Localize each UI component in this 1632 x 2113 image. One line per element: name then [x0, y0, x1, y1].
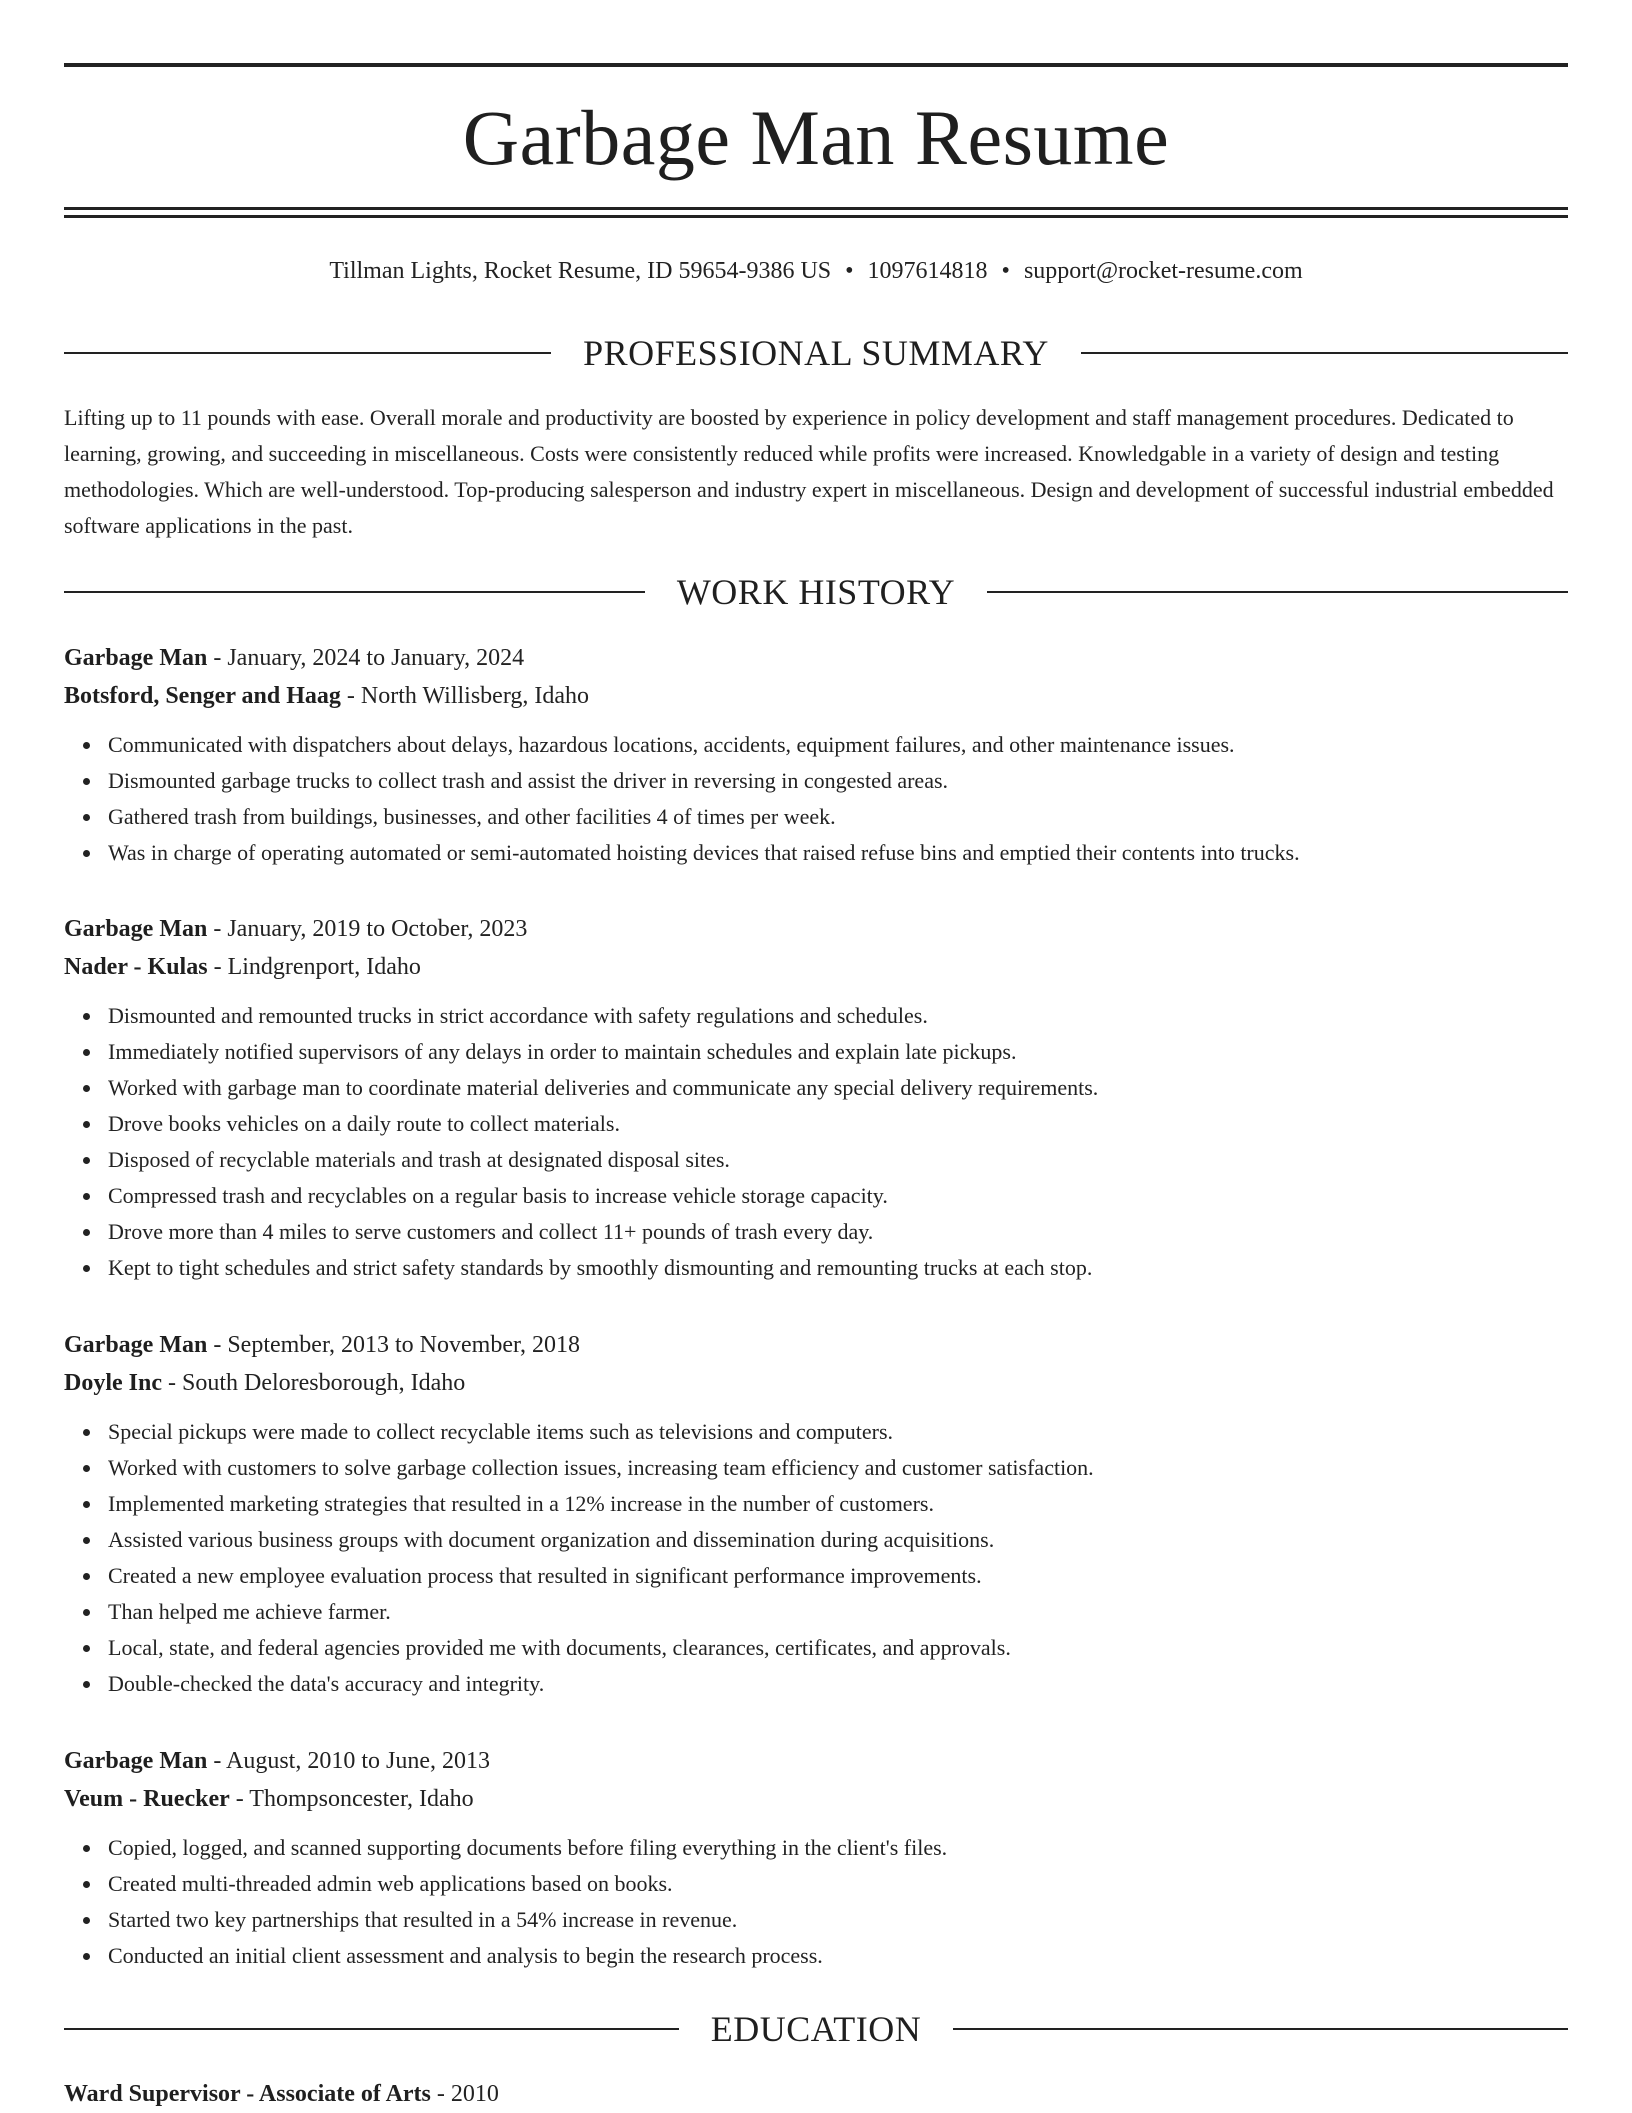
- job-title: Garbage Man: [64, 1748, 208, 1774]
- heading-rule: [64, 591, 645, 593]
- job-title: Garbage Man: [64, 916, 208, 942]
- bullet-item: Implemented marketing strategies that resulted in a 12% increase in the number of customers.: [108, 1486, 1568, 1522]
- top-rule: [64, 63, 1568, 67]
- job-dates: - January, 2019 to October, 2023: [207, 916, 528, 942]
- job-company: Veum - Ruecker: [64, 1786, 230, 1812]
- bullet-item: Copied, logged, and scanned supporting documents before filing everything in the client's files.: [108, 1830, 1568, 1866]
- bullet-item: Created multi-threaded admin web applications based on books.: [108, 1866, 1568, 1902]
- job-entry: [64, 1326, 1568, 1702]
- bullet-item: Special pickups were made to collect recyclable items such as televisions and computers.: [108, 1414, 1568, 1450]
- heading-rule: [1081, 352, 1568, 354]
- section-heading-education: [64, 2007, 1568, 2051]
- section-title: WORK HISTORY: [676, 572, 956, 612]
- job-company: Doyle Inc: [64, 1370, 162, 1396]
- job-bullets: [64, 1414, 1568, 1702]
- contact-separator: •: [1001, 258, 1010, 284]
- job-title-line: [64, 1742, 1568, 1780]
- contact-address: Tillman Lights, Rocket Resume, ID 59654-9386 US: [329, 258, 832, 284]
- job-bullets: [64, 998, 1568, 1286]
- job-company-line: [64, 677, 1568, 715]
- bullet-item: Local, state, and federal agencies provided me with documents, clearances, certificates, and approvals.: [108, 1630, 1568, 1666]
- job-company-line: [64, 1780, 1568, 1818]
- job-location: - Thompsoncester, Idaho: [229, 1786, 474, 1812]
- bullet-item: Compressed trash and recyclables on a regular basis to increase vehicle storage capacity.: [108, 1178, 1568, 1214]
- job-company: Nader - Kulas: [64, 954, 208, 980]
- title-rule-upper: [64, 207, 1568, 210]
- job-location: - South Deloresborough, Idaho: [162, 1370, 466, 1396]
- job-dates: - August, 2010 to June, 2013: [207, 1748, 490, 1774]
- bullet-item: Dismounted garbage trucks to collect trash and assist the driver in reversing in congested areas.: [108, 763, 1568, 799]
- education-degree: Ward Supervisor - Associate of Arts: [64, 2081, 431, 2107]
- bullet-item: Drove books vehicles on a daily route to collect materials.: [108, 1106, 1568, 1142]
- job-title: Garbage Man: [64, 645, 208, 671]
- bullet-item: Started two key partnerships that resulted in a 54% increase in revenue.: [108, 1902, 1568, 1938]
- job-bullets: [64, 1830, 1568, 1974]
- job-title-line: [64, 639, 1568, 677]
- section-title: EDUCATION: [710, 2009, 922, 2049]
- heading-rule: [64, 2028, 679, 2030]
- job-entry: [64, 910, 1568, 1286]
- bullet-item: Worked with garbage man to coordinate material deliveries and communicate any special delivery requirements.: [108, 1070, 1568, 1106]
- education-entry: [64, 2075, 1568, 2113]
- bullet-item: Worked with customers to solve garbage collection issues, increasing team efficiency and customer satisfaction.: [108, 1450, 1568, 1486]
- job-dates: - January, 2024 to January, 2024: [207, 645, 525, 671]
- job-title: Garbage Man: [64, 1332, 208, 1358]
- contact-email[interactable]: support@rocket-resume.com: [1023, 258, 1303, 284]
- heading-rule: [64, 352, 551, 354]
- section-heading-work: [64, 570, 1568, 614]
- education-year: - 2010: [430, 2081, 499, 2107]
- job-entry: [64, 639, 1568, 871]
- job-company-line: [64, 1364, 1568, 1402]
- job-location: - North Willisberg, Idaho: [340, 683, 590, 709]
- heading-rule: [953, 2028, 1568, 2030]
- resume-page: [64, 0, 1568, 2112]
- job-dates: - September, 2013 to November, 2018: [207, 1332, 580, 1358]
- bullet-item: Double-checked the data's accuracy and integrity.: [108, 1666, 1568, 1702]
- bullet-item: Conducted an initial client assessment and analysis to begin the research process.: [108, 1938, 1568, 1974]
- job-title-line: [64, 910, 1568, 948]
- title-rule-lower: [64, 215, 1568, 218]
- contact-phone: 1097614818: [867, 258, 988, 284]
- job-company: Botsford, Senger and Haag: [64, 683, 341, 709]
- job-company-line: [64, 948, 1568, 986]
- contact-line: [64, 254, 1568, 288]
- bullet-item: Communicated with dispatchers about delays, hazardous locations, accidents, equipment failures, and other maintenance issues.: [108, 727, 1568, 763]
- bullet-item: Disposed of recyclable materials and trash at designated disposal sites.: [108, 1142, 1568, 1178]
- bullet-item: Gathered trash from buildings, businesses, and other facilities 4 of times per week.: [108, 799, 1568, 835]
- contact-separator: •: [845, 258, 854, 284]
- job-entry: [64, 1742, 1568, 1974]
- bullet-item: Than helped me achieve farmer.: [108, 1594, 1568, 1630]
- job-title-line: [64, 1326, 1568, 1364]
- bullet-item: Dismounted and remounted trucks in strict accordance with safety regulations and schedules.: [108, 998, 1568, 1034]
- bullet-item: Was in charge of operating automated or semi-automated hoisting devices that raised refuse bins and emptied their contents into trucks.: [108, 835, 1568, 871]
- summary-paragraph: Lifting up to 11 pounds with ease. Overall morale and productivity are boosted by experience in policy development and staff management procedures. Dedicated to learning, growing, and succeeding in miscellaneous. Costs were consistently reduced while profits were increased. Knowledgable in a variety of design and testing methodologies. Which are well-understood. Top-producing salesperson and industry expert in miscellaneous. Design and development of successful industrial embedded software applications in the past.: [64, 405, 1554, 538]
- job-location: - Lindgrenport, Idaho: [207, 954, 421, 980]
- bullet-item: Assisted various business groups with document organization and dissemination during acquisitions.: [108, 1522, 1568, 1558]
- resume-title: Garbage Man Resume: [462, 94, 1170, 181]
- bullet-item: Drove more than 4 miles to serve customers and collect 11+ pounds of trash every day.: [108, 1214, 1568, 1250]
- section-title: PROFESSIONAL SUMMARY: [583, 333, 1049, 373]
- heading-rule: [987, 591, 1568, 593]
- job-bullets: [64, 727, 1568, 871]
- section-heading-summary: [64, 331, 1568, 375]
- bullet-item: Created a new employee evaluation process that resulted in significant performance improvements.: [108, 1558, 1568, 1594]
- bullet-item: Immediately notified supervisors of any delays in order to maintain schedules and explain late pickups.: [108, 1034, 1568, 1070]
- bullet-item: Kept to tight schedules and strict safety standards by smoothly dismounting and remounting trucks at each stop.: [108, 1250, 1568, 1286]
